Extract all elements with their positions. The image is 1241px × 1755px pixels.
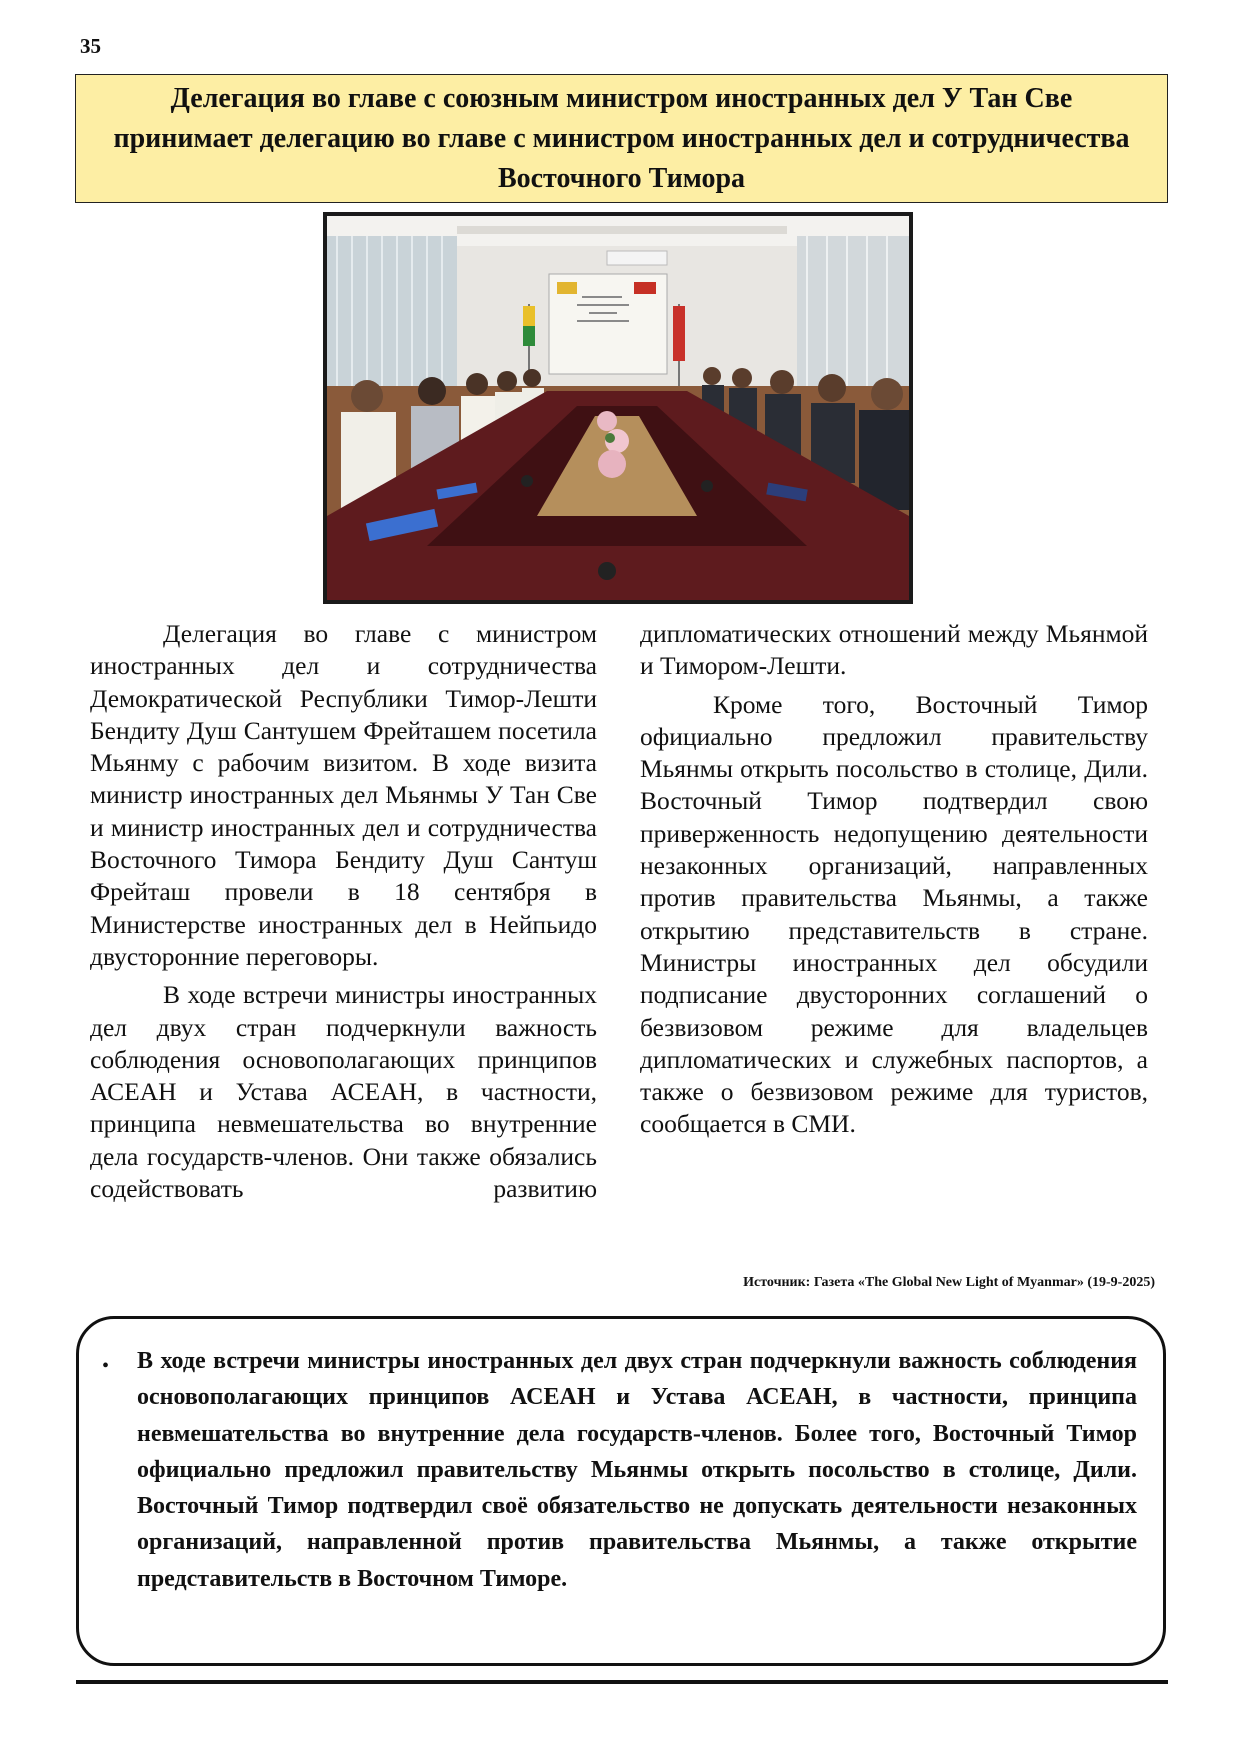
summary-text: В ходе встречи министры иностранных дел двух стран подчеркнули важность соблюдения основополагающих принципов АСЕАН и Устава АСЕАН, в частности, принципа невмешательства во внутренние дела государств-членов. Более того, Восточный Тимор официально предложил правительству Мьянмы открыть посольство в столице, Дили. Восточный Тимор подтвердил своё обязательство не допускать деятельности незаконных организаций, направленной против правительства Мьянмы, а также открытие представительств в Восточном Тиморе. (137, 1348, 1137, 1592)
page-number: 35 (80, 34, 101, 58)
article-column-left (90, 618, 597, 1211)
article-column-right (640, 618, 1148, 1147)
source-citation: Источник: Газета «The Global New Light of Myanmar» (19-9-2025) (743, 1275, 1155, 1290)
article-paragraph: В ходе встречи министры иностранных дел двух стран подчеркнули важность соблюдения основополагающих принципов АСЕАН и Устава АСЕАН, в частности, принципа невмешательства во внутренние дела государств-членов. Они также обязались содействовать развитию (90, 980, 597, 1204)
article-paragraph: дипломатических отношений между Мьянмой и Тимором-Лешти. (640, 619, 1148, 681)
headline: Делегация во главе с союзным министром иностранных дел У Тан Све принимает делегацию во главе с министром иностранных дел и сотрудничества Восточного Тимора (113, 82, 1130, 194)
article-paragraph: Кроме того, Восточный Тимор официально предложил правительству Мьянмы открыть посольство в столице, Дили. Восточный Тимор подтвердил свою приверженность недопущению деятельности незаконных организаций, направленных против правительства Мьянмы, а также открытию представительств в стране. Министры иностранных дел обсудили подписание двусторонних соглашений о безвизовом режиме для владельцев дипломатических и служебных паспортов, а также о безвизовом режиме для туристов, сообщается в СМИ. (640, 689, 1148, 1139)
meeting-photo-illustration (327, 216, 909, 600)
summary-box (76, 1316, 1166, 1666)
headline-box (75, 74, 1168, 203)
article-paragraph: Делегация во главе с министром иностранных дел и сотрудничества Демократической Республики Тимор-Лешти Бендиту Душ Сантушем Фрейташем посетила Мьянму с рабочим визитом. В ходе визита министр иностранных дел Мьянмы У Тан Све и министр иностранных дел и сотрудничества Восточного Тимора Бендиту Душ Сантуш Фрейташ провели в 18 сентября в Министерстве иностранных дел в Нейпьидо двусторонние переговоры. (90, 619, 597, 971)
bottom-divider (76, 1680, 1168, 1684)
bullet-icon: • (102, 1355, 110, 1377)
meeting-photo (323, 212, 913, 604)
